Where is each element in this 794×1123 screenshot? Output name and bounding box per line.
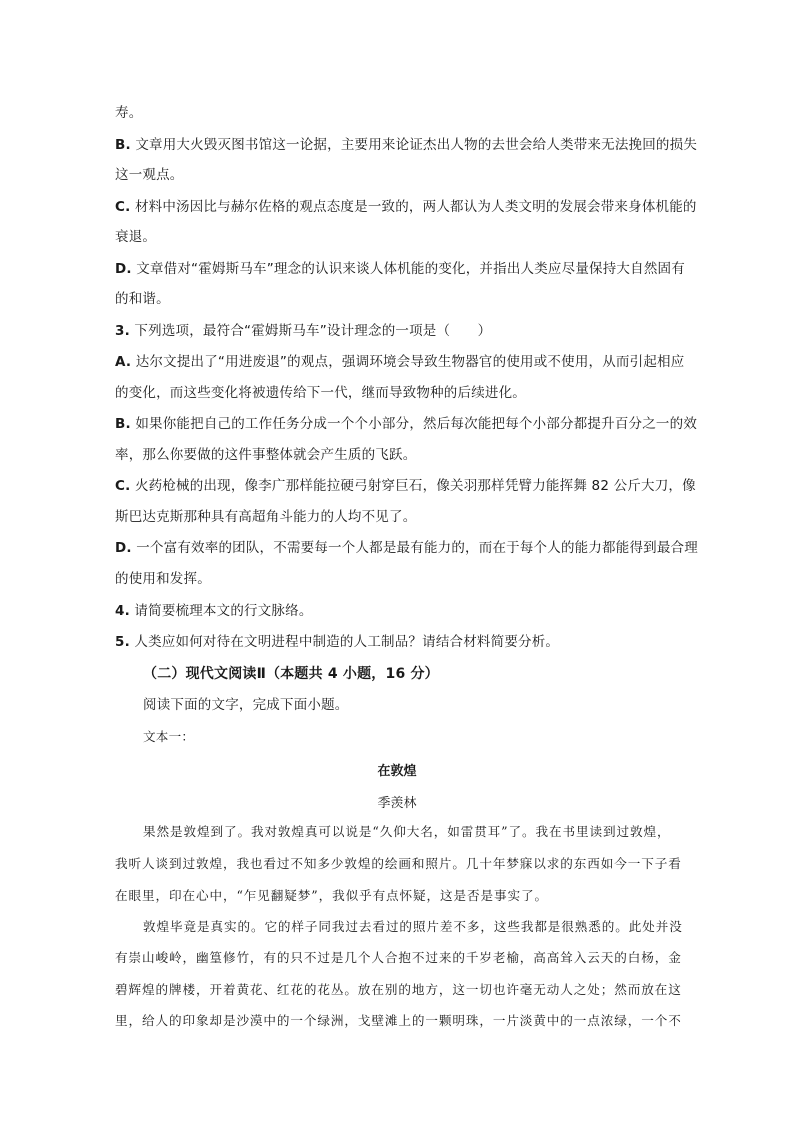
q3-option-b-cont: 率，那么你要做的这件事整体就会产生质的飞跃。: [115, 447, 417, 463]
article-line: 我听人谈到过敦煌，我也看过不知多少敦煌的绘画和照片。几十年梦寐以求的东西如今一下子看: [115, 856, 682, 871]
q2-option-b-cont: 这一观点。: [115, 167, 184, 183]
option-text: 如果你能把自己的工作任务分成一个个小部分，然后每次能把每个小部分都提升百分之一的效: [135, 416, 698, 432]
q2-option-b: [115, 135, 697, 155]
q3-stem: [115, 321, 491, 341]
q3-option-d-cont: 的使用和发挥。: [115, 571, 211, 587]
question-text: 请简要梳理本文的行文脉络。: [134, 603, 313, 619]
article-line: 碧辉煌的牌楼，开着黄花、红花的花丛。放在别的地方，这一切也许毫无动人之处；然而放在这: [115, 982, 682, 997]
question-text: 人类应如何对待在文明进程中制造的人工制品？请结合材料简要分析。: [134, 634, 560, 650]
option-letter: B.: [115, 137, 131, 153]
article-line: 里，给人的印象却是沙漠中的一个绿洲，戈壁滩上的一颗明珠，一片淡黄中的一点浓绿，一个不: [115, 1013, 682, 1028]
text-label: 文本一：: [143, 729, 195, 744]
option-text: 文章借对“霍姆斯马车”理念的认识来谈人体机能的变化，并指出人类应尽量保持大自然固有: [136, 261, 685, 277]
option-text: 材料中汤因比与赫尔佐格的观点态度是一致的，两人都认为人类文明的发展会带来身体机能的: [134, 199, 697, 215]
question-number: 3.: [115, 323, 130, 339]
q3-option-a: [115, 352, 684, 372]
article-line: 在眼里，印在心中，“乍见翻疑梦”，我似乎有点怀疑，这是否是事实了。: [115, 888, 548, 903]
q4: [115, 601, 313, 621]
article-title: 在敦煌: [377, 764, 417, 779]
q2-option-c: [115, 197, 697, 217]
q2-option-c-cont: 衰退。: [115, 229, 157, 245]
option-text: 一个富有效率的团队，不需要每一个人都是最有能力的，而在于每个人的能力都能得到最合理: [136, 540, 698, 556]
question-number: 4.: [115, 603, 130, 619]
question-number: 5.: [115, 634, 130, 650]
q3-option-c-cont: 斯巴达克斯那种具有高超角斗能力的人均不见了。: [115, 509, 417, 525]
option-letter: C.: [115, 478, 131, 494]
article-line: 有崇山峻岭，幽篁修竹，有的只不过是几个人合抱不过来的千岁老榆，高高耸入云天的白杨，金: [115, 950, 682, 965]
article-line: 敦煌毕竟是真实的。它的样子同我过去看过的照片差不多，这些我都是很熟悉的。此处并没: [143, 919, 683, 934]
q2-option-d: [115, 259, 685, 279]
q3-option-a-cont: 的变化，而这些变化将被遗传给下一代，继而导致物种的后续进化。: [115, 385, 526, 401]
q2-option-d-cont: 的和谐。: [115, 291, 170, 307]
section-instruction: 阅读下面的文字，完成下面小题。: [143, 697, 349, 713]
option-letter: B.: [115, 416, 131, 432]
option-letter: D.: [115, 540, 132, 556]
option-letter: C.: [115, 199, 131, 215]
question-text: 下列选项，最符合“霍姆斯马车”设计理念的一项是（ ）: [134, 323, 492, 339]
option-text: 火药枪械的出现，像李广那样能拉硬弓射穿巨石，像关羽那样凭臂力能挥舞 82 公斤大刀，像: [134, 478, 696, 494]
option-text: 达尔文提出了“用进废退”的观点，强调环境会导致生物器官的使用或不使用，从而引起相应: [135, 354, 685, 370]
option-letter: D.: [115, 261, 132, 277]
section-heading: （二）现代文阅读Ⅱ（本题共 4 小题，16 分）: [143, 666, 439, 682]
option-letter: A.: [115, 354, 132, 370]
q2-text-tail: 寿。: [115, 105, 143, 121]
q3-option-d: [115, 538, 698, 558]
option-text: 文章用大火毁灭图书馆这一论据，主要用来论证杰出人物的去世会给人类带来无法挽回的损失: [135, 137, 698, 153]
q3-option-b: [115, 414, 697, 434]
article-author: 季羡林: [377, 796, 417, 811]
q3-option-c: [115, 476, 696, 496]
article-line: 果然是敦煌到了。我对敦煌真可以说是“久仰大名，如雷贯耳”了。我在书里读到过敦煌，: [143, 824, 671, 839]
q5: [115, 632, 559, 652]
